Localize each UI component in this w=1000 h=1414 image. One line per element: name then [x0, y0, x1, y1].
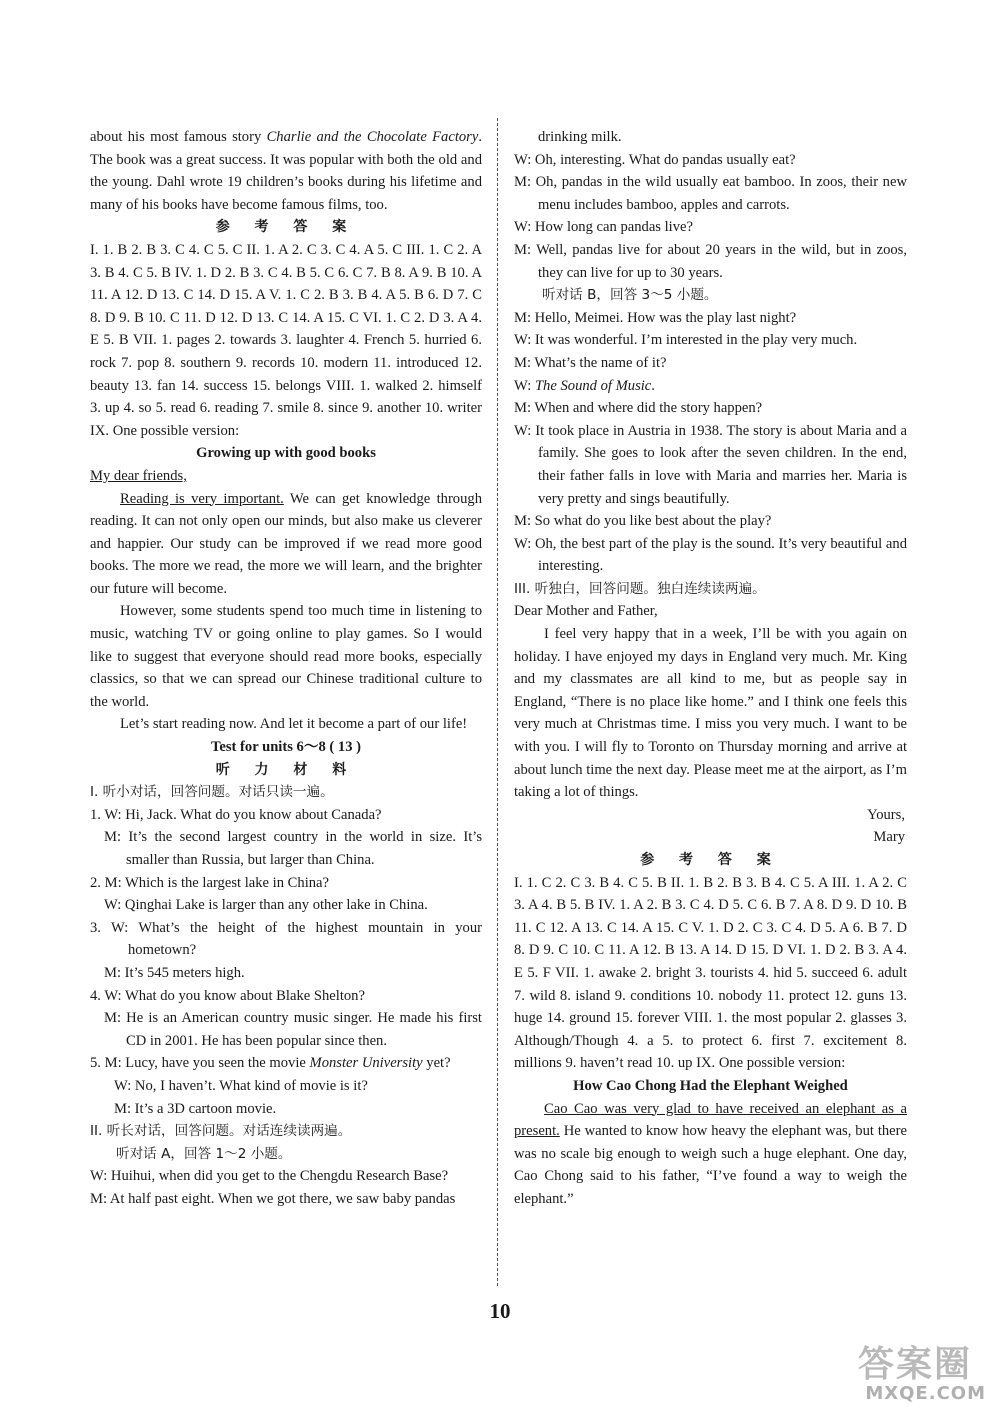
- dialogue-line: M: It’s 545 meters high.: [104, 964, 245, 981]
- essay-paragraph: Reading is very important. We can get knowledge through reading. It can not only open our minds, but also make us cleverer and happier. Our study can be improved if we read more good books. The more we read, the more we will learn, and the brighter our future will become.: [90, 490, 482, 597]
- letter-closing: Yours,: [867, 806, 905, 823]
- essay-greeting: My dear friends,: [90, 467, 187, 484]
- dialogue-line: drinking milk.: [538, 129, 622, 145]
- dialogue-line: W: Qinghai Lake is larger than any other lake in China.: [104, 897, 428, 914]
- dialogue-line: W: How long can pandas live?: [514, 219, 693, 236]
- dialogue-line: M: It’s the second largest country in the world in size. It’s smaller than Russia, but larger than China.: [104, 829, 482, 868]
- essay-paragraph: However, some students spend too much time in listening to music, watching TV or going online to play games. So I would like to suggest that everyone should read more books, especially classics, so that we can spread our Chinese traditional culture to the world.: [90, 603, 482, 710]
- dialogue-line: M: Well, pandas live for about 20 years in the wild, but in zoos, they can live for up to 30 years.: [514, 241, 907, 281]
- dialogue-line: W: Oh, interesting. What do pandas usually eat?: [514, 151, 796, 168]
- dialogue-line: M: It’s a 3D cartoon movie.: [114, 1100, 277, 1117]
- dialogue-line: W: The Sound of Music.: [514, 377, 655, 394]
- column-divider: [497, 118, 498, 1286]
- answer-key: I. 1. B 2. B 3. C 4. C 5. C II. 1. A 2. C 3. C 4. A 5. C III. 1. C 2. A 3. B 4. C 5. B IV. 1. D 2. B 3. C 4. B 5. C 6. C 7. B 8. A 9. B 10. A 11. A 12. D 13. C 14. D 15. A V. 1. C 2. B 3. B 4. A 5. B 6. D 7. C 8. D 9. B 10. C 11. D 12. D 13. C 14. A 15. C VI. 1. C 2. D 3. A 4. E 5. B VII. 1. pages 2. towards 3. laughter 4. French 5. hurried 6. rock 7. pop 8. southern 9. records 10. modern 11. introduced 12. beauty 13. fan 14. success 15. belongs VIII. 1. walked 2. himself 3. up 4. so 5. read 6. reading 7. smile 8. since 9. another 10. writer IX. One possible version:: [90, 241, 482, 439]
- dialogue-line: 4. W: What do you know about Blake Shelton?: [90, 987, 365, 1004]
- answer-key: I. 1. C 2. C 3. B 4. C 5. B II. 1. B 2. B 3. B 4. C 5. A III. 1. A 2. C 3. A 4. B 5. B IV. 1. A 2. B 3. C 4. D 5. C 6. B 7. A 8. D 9. D 10. B 11. C 12. A 13. C 14. A 15. C V. 1. D 2. C 3. C 4. D 5. A 6. B 7. D 8. D 9. C 10. C 11. A 12. B 13. A 14. D 15. D VI. 1. D 2. B 3. A 4. E 5. F VII. 1. awake 2. bright 3. tourists 4. hid 5. succeed 6. adult 7. wild 8. island 9. conditions 10. nobody 11. protect 12. guns 13. huge 14. ground 15. forever VIII. 1. the most popular 2. glasses 3. Although/Though 4. a 5. to protect 6. first 7. excitement 8. millions 9. haven’t read 10. up IX. One possible version:: [514, 874, 907, 1072]
- dialogue-line: M: What’s the name of it?: [514, 354, 667, 371]
- dialogue-line: M: He is an American country music singer. He made his first CD in 2001. He has been popular since then.: [104, 1010, 482, 1049]
- dialogue-line: M: Oh, pandas in the wild usually eat bamboo. In zoos, their new menu includes bamboo, apples and carrots.: [514, 174, 907, 213]
- essay-title: Growing up with good books: [196, 445, 376, 462]
- letter-signature: Mary: [873, 829, 905, 846]
- section-instruction: I. 听小对话，回答问题。对话只读一遍。: [90, 784, 334, 801]
- dialogue-line: 2. M: Which is the largest lake in China?: [90, 874, 329, 891]
- essay-paragraph: Let’s start reading now. And let it become a part of our life!: [120, 716, 468, 733]
- intro-paragraph: about his most famous story Charlie and the Chocolate Factory. The book was a great success. It was popular with both the old and the young. Dahl wrote 19 children’s books during his lifetime and many of his books have become famous films, too.: [90, 129, 482, 213]
- right-column: [514, 126, 907, 1211]
- watermark-logo: 答案圈: [857, 1343, 972, 1385]
- dialogue-line: M: Hello, Meimei. How was the play last night?: [514, 309, 797, 326]
- essay-paragraph: Cao Cao was very glad to have received an elephant as a present. He wanted to know how heavy the elephant was, but there was no scale big enough to weigh such a huge elephant. One day, Cao Chong said to his father, “I’ve found a way to weigh the elephant.”: [514, 1100, 907, 1207]
- answers-heading: 参 考 答 案: [640, 852, 781, 868]
- section-instruction: II. 听长对话，回答问题。对话连续读两遍。: [90, 1123, 352, 1140]
- dialogue-line: 5. M: Lucy, have you seen the movie Monster University yet?: [90, 1055, 451, 1072]
- dialogue-line: M: At half past eight. When we got there, we saw baby pandas: [90, 1190, 456, 1207]
- dialogue-line: 1. W: Hi, Jack. What do you know about Canada?: [90, 806, 382, 823]
- listening-heading: 听 力 材 料: [215, 761, 357, 778]
- dialogue-line: M: When and where did the story happen?: [514, 400, 763, 417]
- section-instruction: 听对话 B，回答 3～5 小题。: [542, 287, 718, 304]
- watermark: [840, 1342, 990, 1406]
- answers-heading: 参 考 答 案: [215, 219, 357, 236]
- page-number: 10: [489, 1299, 511, 1323]
- essay-title: How Cao Chong Had the Elephant Weighed: [573, 1077, 848, 1094]
- dialogue-line: W: Huihui, when did you get to the Chengdu Research Base?: [90, 1168, 449, 1185]
- section-instruction: III. 听独白，回答问题。独白连续读两遍。: [514, 580, 766, 597]
- section-instruction: 听对话 A，回答 1～2 小题。: [116, 1145, 292, 1162]
- watermark-site: MXQE.COM: [865, 1383, 986, 1405]
- letter-greeting: Dear Mother and Father,: [514, 603, 658, 620]
- dialogue-line: W: No, I haven’t. What kind of movie is it?: [114, 1077, 368, 1094]
- dialogue-line: 3. W: What’s the height of the highest mountain in your hometown?: [90, 919, 482, 959]
- dialogue-line: M: So what do you like best about the play?: [514, 513, 772, 530]
- dialogue-line: W: Oh, the best part of the play is the sound. It’s very beautiful and interesting.: [514, 535, 907, 575]
- letter-body: I feel very happy that in a week, I’ll be with you again on holiday. I have enjoyed my days in England very much. Mr. King and my classmates are all kind to me, but as people say in England, “There is no place like home.” and I think one feels this very much at Christmas time. I miss you very much. I want to be with you. I will fly to Toronto on Thursday morning and arrive at about lunch time the next day. Please meet me at the airport, as I’m taking a lot of things.: [514, 626, 907, 801]
- test-title: Test for units 6～8 ( 13 ): [211, 739, 361, 756]
- dialogue-line: W: It was wonderful. I’m interested in the play very much.: [514, 332, 858, 349]
- left-column: [90, 126, 482, 1211]
- dialogue-line: W: It took place in Austria in 1938. The story is about Maria and a family. She goes to look after the seven children. In the end, their father falls in love with Maria and marries her. Maria is very pretty and sings beautifully.: [514, 422, 907, 507]
